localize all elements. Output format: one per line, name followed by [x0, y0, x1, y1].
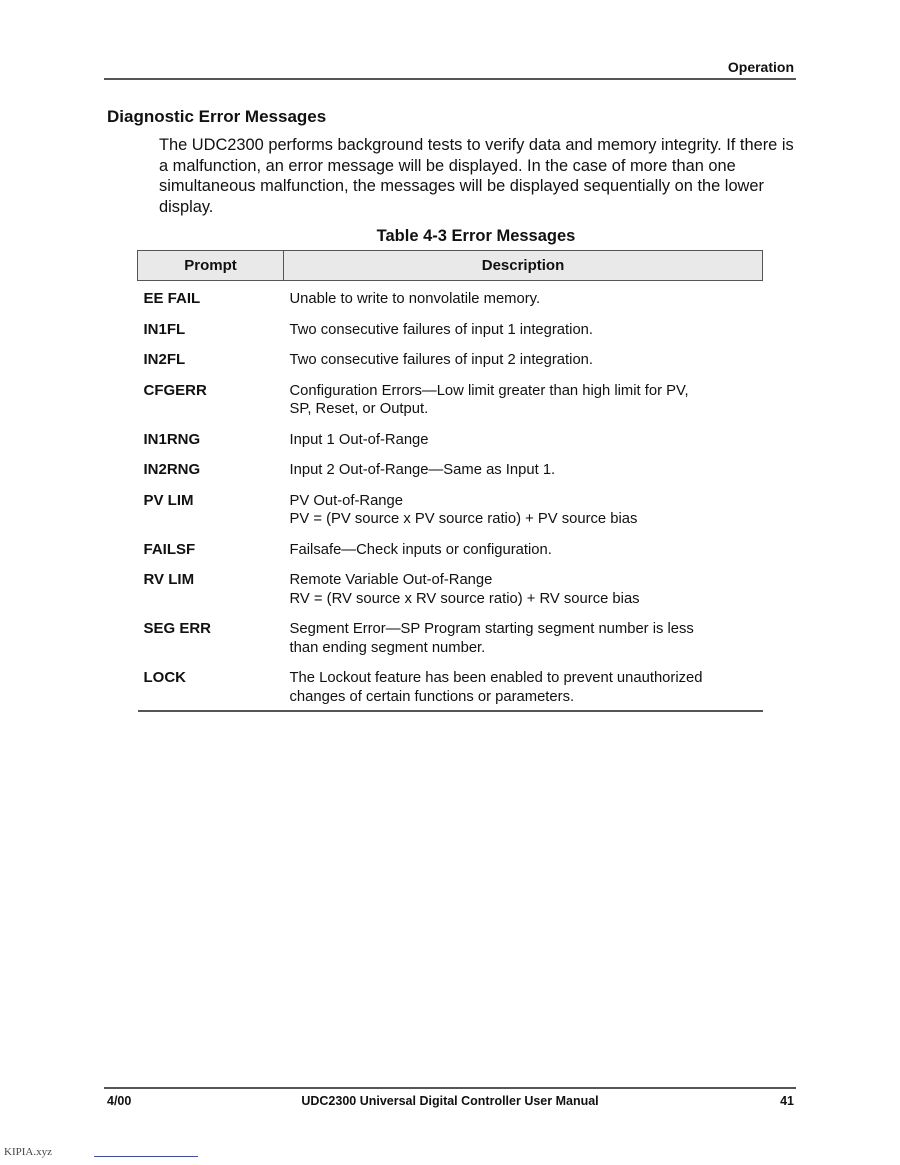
- row-prompt: EE FAIL: [143, 290, 201, 307]
- description-line: Input 1 Out-of-Range: [289, 431, 429, 448]
- row-description: [284, 281, 763, 309]
- table-row: [138, 559, 763, 608]
- description-line: Remote Variable Out-of-Range: [289, 572, 493, 588]
- row-prompt: RV LIM: [143, 571, 195, 588]
- column-header-prompt: Prompt: [138, 251, 284, 281]
- description-line: PV Out-of-Range: [289, 492, 403, 509]
- table-row: [138, 657, 763, 711]
- section-title: Diagnostic Error Messages: [107, 107, 327, 126]
- description-line: Unable to write to nonvolatile memory.: [289, 291, 541, 307]
- row-prompt: LOCK: [138, 657, 284, 711]
- footer-rule: [104, 1087, 796, 1089]
- row-description: [284, 480, 763, 529]
- row-description: [284, 309, 763, 340]
- table-header-row: [138, 251, 763, 281]
- row-prompt: IN2RNG: [143, 461, 201, 478]
- description-line: Failsafe—Check inputs or configuration.: [289, 541, 552, 558]
- table-row: [138, 339, 763, 370]
- header-rule: [104, 78, 796, 80]
- footer-manual-title: UDC2300 Universal Digital Controller User Manual: [301, 1094, 599, 1108]
- description-line: RV = (RV source x RV source ratio) + RV source bias: [289, 590, 640, 607]
- row-description: [284, 529, 763, 560]
- row-prompt: FAILSF: [143, 540, 196, 558]
- table-row: [138, 281, 763, 309]
- row-prompt: PV LIM: [143, 491, 194, 509]
- row-description: [284, 370, 763, 419]
- table-row: [138, 419, 763, 450]
- table-caption: Table 4-3 Error Messages: [376, 227, 576, 245]
- description-line: Input 2 Out-of-Range—Same as Input 1.: [289, 462, 556, 478]
- description-line: The Lockout feature has been enabled to prevent unauthorized: [289, 670, 703, 686]
- intro-paragraph: The UDC2300 performs background tests to verify data and memory integrity. If there is a malfunction, an error message will be displayed. In the case of more than one simultaneous malfunction, the messages will be displayed sequentially on the lower display.: [159, 136, 794, 216]
- description-line: Two consecutive failures of input 1 integration.: [289, 321, 594, 338]
- row-description: [284, 559, 763, 608]
- row-description: [284, 339, 763, 370]
- description-line: PV = (PV source x PV source ratio) + PV source bias: [289, 511, 638, 527]
- row-prompt: IN2FL: [143, 351, 186, 368]
- description-line: than ending segment number.: [289, 639, 486, 656]
- description-line: Two consecutive failures of input 2 integration.: [289, 352, 594, 368]
- row-description: [284, 657, 763, 711]
- row-prompt: CFGERR: [143, 381, 207, 399]
- row-prompt: SEG ERR: [143, 620, 212, 637]
- table-row: [138, 449, 763, 480]
- description-line: Configuration Errors—Low limit greater than high limit for PV,: [289, 382, 689, 399]
- row-prompt: IN1FL: [143, 320, 186, 338]
- table-row: [138, 529, 763, 560]
- table-body: [138, 281, 763, 712]
- watermark-text: KIPIA.xyz: [4, 1146, 52, 1158]
- table-row: [138, 480, 763, 529]
- table-row: [138, 309, 763, 340]
- table-row: [138, 608, 763, 657]
- error-messages-table: [137, 250, 763, 712]
- column-header-description: Description: [284, 251, 763, 281]
- footer-date: 4/00: [107, 1094, 132, 1108]
- row-prompt: IN1RNG: [143, 430, 201, 448]
- description-line: changes of certain functions or parameters.: [289, 688, 575, 705]
- table-row: [138, 370, 763, 419]
- page-number: 41: [780, 1094, 794, 1108]
- row-description: [284, 419, 763, 450]
- row-description: [284, 449, 763, 480]
- row-description: [284, 608, 763, 657]
- watermark-link[interactable]: [94, 1156, 198, 1157]
- running-header-section: Operation: [727, 59, 794, 75]
- description-line: SP, Reset, or Output.: [289, 401, 429, 417]
- description-line: Segment Error—SP Program starting segment number is less: [289, 621, 694, 637]
